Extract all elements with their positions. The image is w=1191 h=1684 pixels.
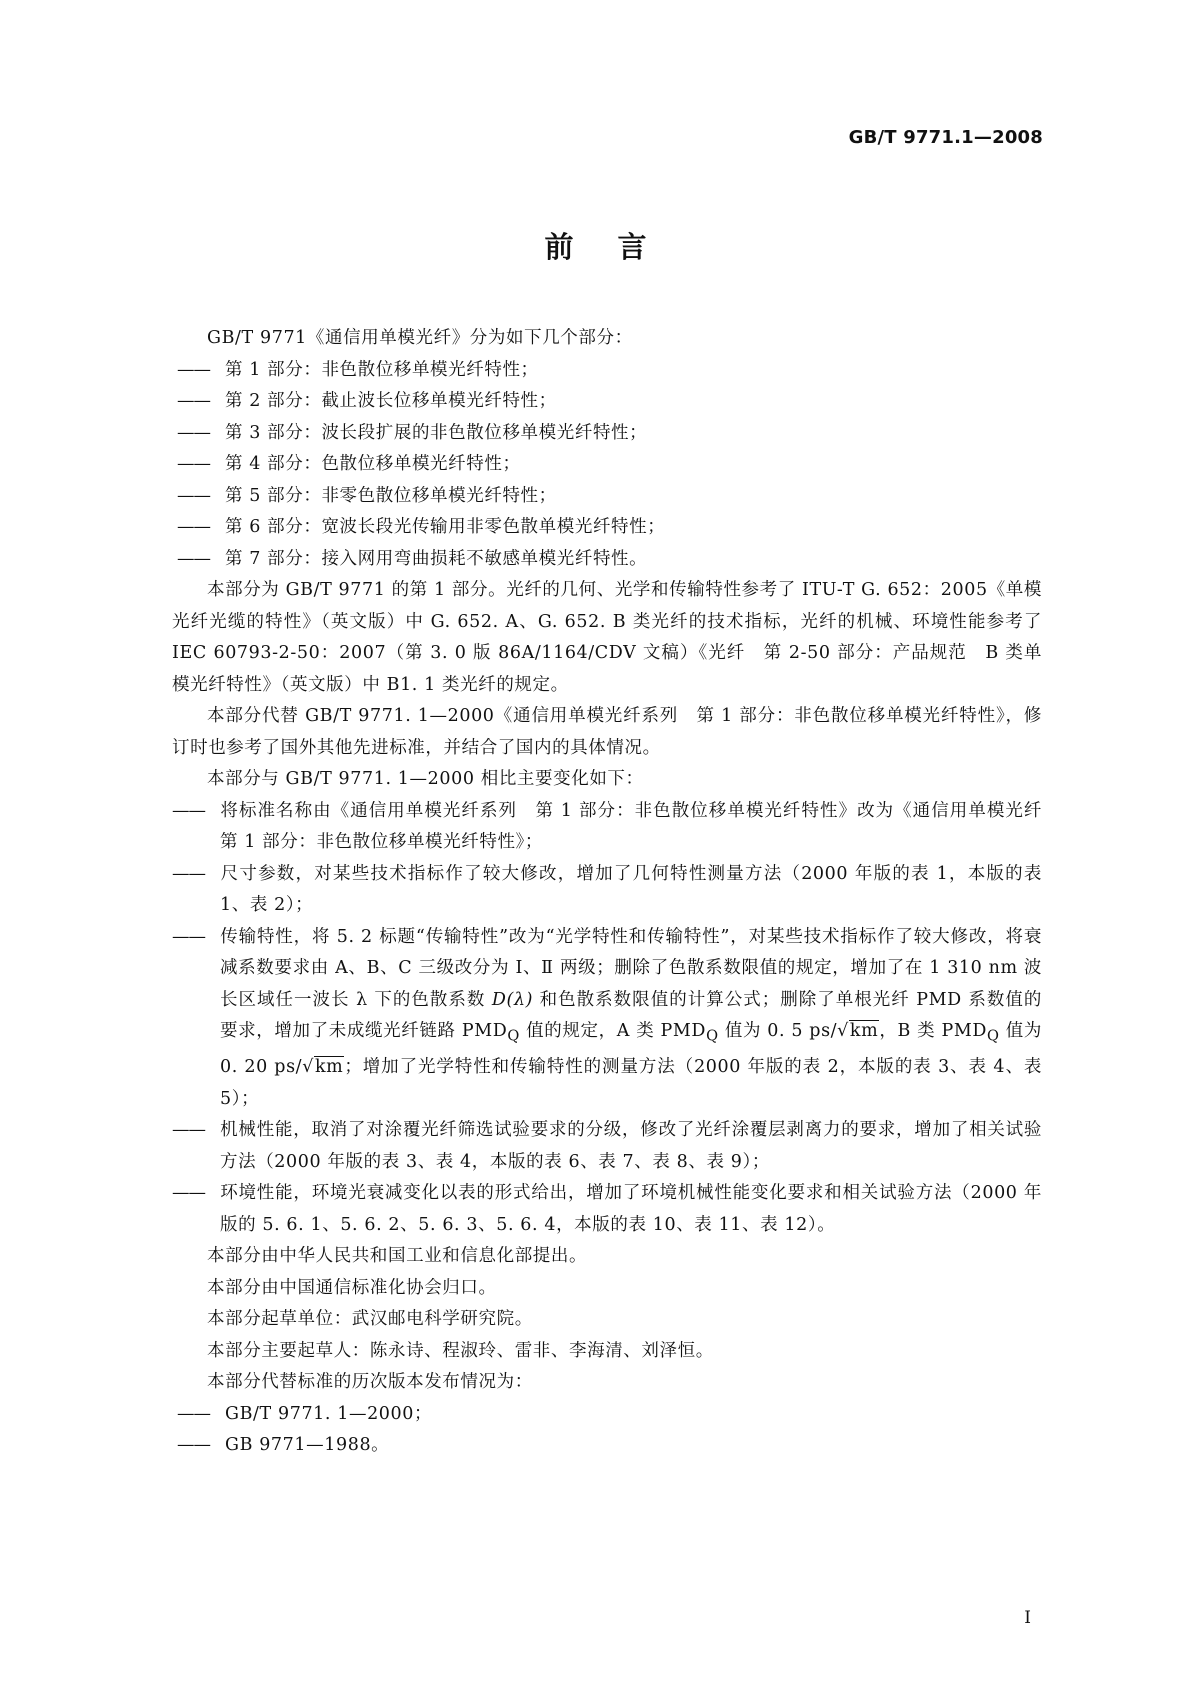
- change-text: 传输特性，将 5. 2 标题“传输特性”改为“光学特性和传输特性”，对某些技术指标作了较大修改，将衰减系数要求由 A、B、C 三级改分为 Ⅰ、Ⅱ 两级；删除了色散系数限值的规定，增加了在 1 310 nm 波长区域任一波长 λ 下的色散系数: [220, 926, 1042, 1010]
- change-text: 尺寸参数，对某些技术指标作了较大修改，增加了几何特性测量方法（2000 年版的表 1，本版的表 1、表 2）；: [220, 863, 1042, 915]
- dash-mark: ——: [172, 800, 205, 821]
- centralized-paragraph: 本部分由中国通信标准化协会归口。: [207, 1277, 497, 1298]
- list-item-text: 第 7 部分：接入网用弯曲损耗不敏感单模光纤特性。: [225, 548, 648, 569]
- subscript-q: Q: [706, 1027, 719, 1045]
- list-item-text: 第 6 部分：宽波长段光传输用非零色散单模光纤特性；: [225, 517, 666, 537]
- intro-paragraph: GB/T 9771《通信用单模光纤》分为如下几个部分：: [207, 328, 633, 348]
- parts-list: [172, 355, 1042, 576]
- list-item: [172, 355, 1042, 387]
- page-title: 前言: [544, 230, 691, 264]
- list-item: [172, 418, 1042, 450]
- dash-mark: ——: [172, 1183, 205, 1203]
- list-item-text: 第 4 部分：色散位移单模光纤特性；: [225, 454, 521, 474]
- dash-mark: ——: [172, 926, 205, 947]
- dash-mark: ——: [177, 1435, 210, 1455]
- change-item: [172, 1115, 1042, 1178]
- change-text: 将标准名称由《通信用单模光纤系列 第 1 部分：非色散位移单模光纤特性》改为《通信用单模光纤 第 1 部分：非色散位移单模光纤特性》；: [220, 800, 1061, 852]
- subscript-q: Q: [507, 1027, 520, 1045]
- change-text: 环境性能，环境光衰减变化以表的形式给出，增加了环境机械性能变化要求和相关试验方法（2000 年版的 5. 6. 1、5. 6. 2、5. 6. 3、5. 6. 4，本版的表 10、表 11、表 12）。: [220, 1183, 1042, 1235]
- dash-mark: ——: [177, 485, 210, 506]
- list-item: [172, 1430, 1042, 1462]
- list-item: [172, 449, 1042, 481]
- drafting-unit-paragraph: 本部分起草单位：武汉邮电科学研究院。: [207, 1309, 533, 1329]
- list-item: [172, 386, 1042, 418]
- change-item: [172, 796, 1061, 859]
- sqrt-symbol: √: [837, 1021, 849, 1041]
- sqrt-radicand: km: [849, 1021, 879, 1041]
- list-item-text: GB/T 9771. 1—2000；: [225, 1403, 433, 1424]
- page-number: I: [1024, 1608, 1031, 1628]
- changes-list: [172, 796, 1061, 1242]
- dash-mark: ——: [177, 391, 210, 411]
- dispersion-symbol: D(λ): [491, 989, 534, 1010]
- change-text: 值为 0. 20 ps/: [220, 1021, 1042, 1077]
- dash-mark: ——: [177, 422, 210, 443]
- reference-paragraph: 本部分为 GB/T 9771 的第 1 部分。光纤的几何、光学和传输特性参考了 ITU-T G. 652：2005《单模光纤光缆的特性》（英文版）中 G. 652. A、G. 652. B 类光纤的技术指标，光纤的机械、环境性能参考了 IEC 60793-2-50：2007（第 3. 0 版 86A/1164/CDV 文稿）《光纤 第 2-50 部分：产品规范 B 类单模光纤特性》（英文版）中 B1. 1 类光纤的规定。: [172, 580, 1042, 695]
- change-text: ，B 类 PMD: [879, 1021, 987, 1041]
- change-text: 值为 0. 5 ps/: [718, 1021, 838, 1041]
- sqrt-symbol: √: [302, 1057, 314, 1077]
- change-item: [172, 859, 1042, 922]
- change-text: 值的规定，A 类 PMD: [519, 1021, 707, 1041]
- dash-mark: ——: [177, 517, 210, 537]
- list-item-text: GB 9771—1988。: [225, 1435, 390, 1455]
- document-body: [172, 323, 1061, 1462]
- dash-mark: ——: [172, 1120, 205, 1140]
- dash-mark: ——: [177, 1403, 210, 1424]
- list-item-text: 第 2 部分：截止波长位移单模光纤特性；: [225, 391, 557, 411]
- list-item: [172, 481, 1042, 513]
- dash-mark: ——: [172, 863, 205, 884]
- change-text: 和色散系数限值的计算公式；删除了单根光纤 PMD 系数值的要求，增加了未成缆光纤链路 PMD: [220, 989, 1042, 1041]
- subscript-q: Q: [986, 1027, 1000, 1045]
- history-list: [172, 1399, 1042, 1462]
- dash-mark: ——: [177, 359, 210, 380]
- change-text: ；增加了光学特性和传输特性的测量方法（2000 年版的表 2，本版的表 3、表 4、表 5）；: [220, 1057, 1042, 1109]
- drafters-paragraph: 本部分主要起草人：陈永诗、程淑玲、雷非、李海清、刘泽恒。: [207, 1340, 714, 1361]
- list-item: [172, 1399, 1042, 1431]
- change-item: [172, 1178, 1042, 1241]
- standard-number: GB/T 9771.1—2008: [848, 127, 1043, 148]
- replace-paragraph: 本部分代替 GB/T 9771. 1—2000《通信用单模光纤系列 第 1 部分：非色散位移单模光纤特性》，修订时也参考了国外其他先进标准，并结合了国内的具体情况。: [172, 706, 1042, 758]
- dash-mark: ——: [177, 454, 210, 474]
- proposer-paragraph: 本部分由中华人民共和国工业和信息化部提出。: [207, 1246, 588, 1266]
- list-item-text: 第 5 部分：非零色散位移单模光纤特性；: [225, 485, 557, 506]
- change-item-transmission: [172, 922, 1042, 1116]
- history-intro-paragraph: 本部分代替标准的历次版本发布情况为：: [207, 1372, 533, 1392]
- list-item-text: 第 3 部分：波长段扩展的非色散位移单模光纤特性；: [225, 422, 648, 443]
- list-item: [172, 512, 1042, 544]
- dash-mark: ——: [177, 548, 210, 569]
- sqrt-radicand: km: [314, 1057, 344, 1077]
- list-item: [172, 544, 1042, 576]
- list-item-text: 第 1 部分：非色散位移单模光纤特性；: [225, 359, 539, 380]
- change-text: 机械性能，取消了对涂覆光纤筛选试验要求的分级，修改了光纤涂覆层剥离力的要求，增加了相关试验方法（2000 年版的表 3、表 4，本版的表 6、表 7、表 8、表 9）；: [220, 1120, 1042, 1172]
- changes-intro-paragraph: 本部分与 GB/T 9771. 1—2000 相比主要变化如下：: [207, 769, 644, 789]
